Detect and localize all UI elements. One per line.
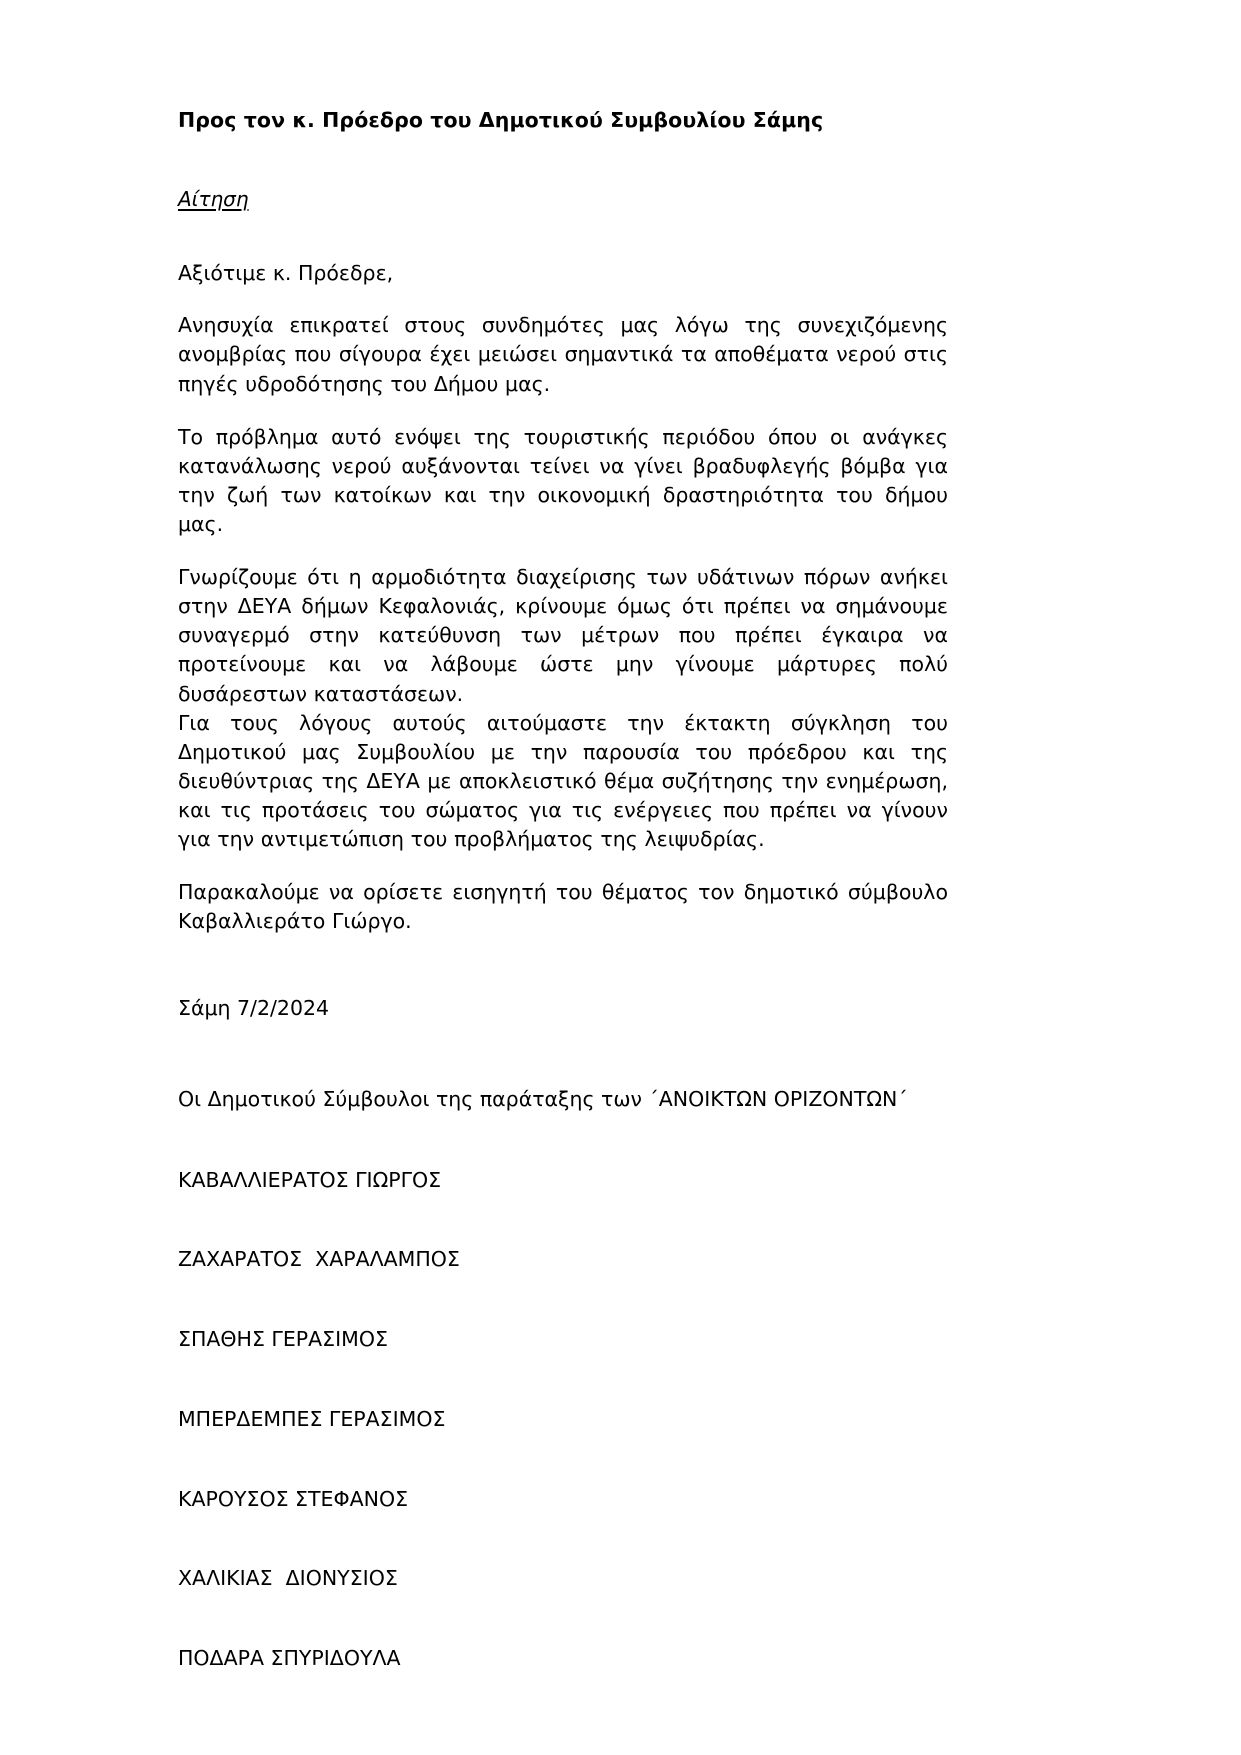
list-item: ΧΑΛΙΚΙΑΣ ΔΙΟΝΥΣΙΟΣ (178, 1566, 398, 1591)
list-item: ΠΟΔΑΡΑ ΣΠΥΡΙΔΟΥΛΑ (178, 1645, 401, 1670)
body-paragraph-4: Για τους λόγους αυτούς αιτούμαστε την έκτακτη σύγκληση του Δημοτικού μας Συμβουλίου με την παρουσία του πρόεδρου και της διευθύντριας της ΔΕΥΑ με αποκλειστικό θέμα συζήτησης την ενημέρωση, και τις προτάσεις του σώματος για τις ενέργειες που πρέπει να γίνουν για την αντιμετώπιση του προβλήματος της λειψυδρίας. (178, 710, 948, 852)
list-item: ΚΑΡΟΥΣΟΣ ΣΤΕΦΑΝΟΣ (178, 1486, 409, 1511)
signature-list (178, 1166, 948, 1673)
body-paragraph-3: Γνωρίζουμε ότι η αρμοδιότητα διαχείρισης των υδάτινων πόρων ανήκει στην ΔΕΥΑ δήμων Κεφαλονιάς, κρίνουμε όμως ότι πρέπει να σημάνουμε συναγερμό στην κατεύθυνση των μέτρων που πρέπει έγκαιρα να προτείνουμε και να λάβουμε ώστε μην γίνουμε μάρτυρες πολύ δυσάρεστων καταστάσεων. (178, 565, 948, 706)
body-paragraph-2: Το πρόβλημα αυτό ενόψει της τουριστικής περιόδου όπου οι ανάγκες κατανάλωσης νερού αυξάνονται τείνει να γίνει βραδυφλεγής βόμβα για την ζωή των κατοίκων και την οικονομική δραστηριότητα του δήμου μας. (178, 424, 948, 536)
document-type-heading: Αίτηση (178, 186, 249, 211)
council-group-line: Οι Δημοτικού Σύμβουλοι της παράταξης των ΄ΑΝΟΙΚΤΩΝ ΟΡΙΖΟΝΤΩΝ΄ (178, 1087, 908, 1112)
list-item: ΣΠΑΘΗΣ ΓΕΡΑΣΙΜΟΣ (178, 1327, 388, 1352)
place-and-date: Σάμη 7/2/2024 (178, 996, 330, 1021)
body-paragraph-5: Παρακαλούμε να ορίσετε εισηγητή του θέματος τον δημοτικό σύμβουλο Καβαλλιεράτο Γιώργο. (178, 880, 948, 934)
list-item: ΚΑΒΑΛΛΙΕΡΑΤΟΣ ΓΙΩΡΓΟΣ (178, 1167, 442, 1192)
document-body (178, 108, 948, 1673)
list-item: ΖΑΧΑΡΑΤΟΣ ΧΑΡΑΛΑΜΠΟΣ (178, 1247, 460, 1272)
page-title: Προς τον κ. Πρόεδρο του Δημοτικού Συμβουλίου Σάμης (178, 108, 824, 132)
body-paragraph-1: Ανησυχία επικρατεί στους συνδημότες μας λόγω της συνεχιζόμενης ανομβρίας που σίγουρα έχει μειώσει σημαντικά τα αποθέματα νερού στις πηγές υδροδότησης του Δήμου μας. (178, 313, 948, 396)
subtitle-container (178, 186, 948, 212)
list-item: ΜΠΕΡΔΕΜΠΕΣ ΓΕΡΑΣΙΜΟΣ (178, 1406, 446, 1431)
salutation-line: Αξιότιμε κ. Πρόεδρε, (178, 260, 394, 285)
